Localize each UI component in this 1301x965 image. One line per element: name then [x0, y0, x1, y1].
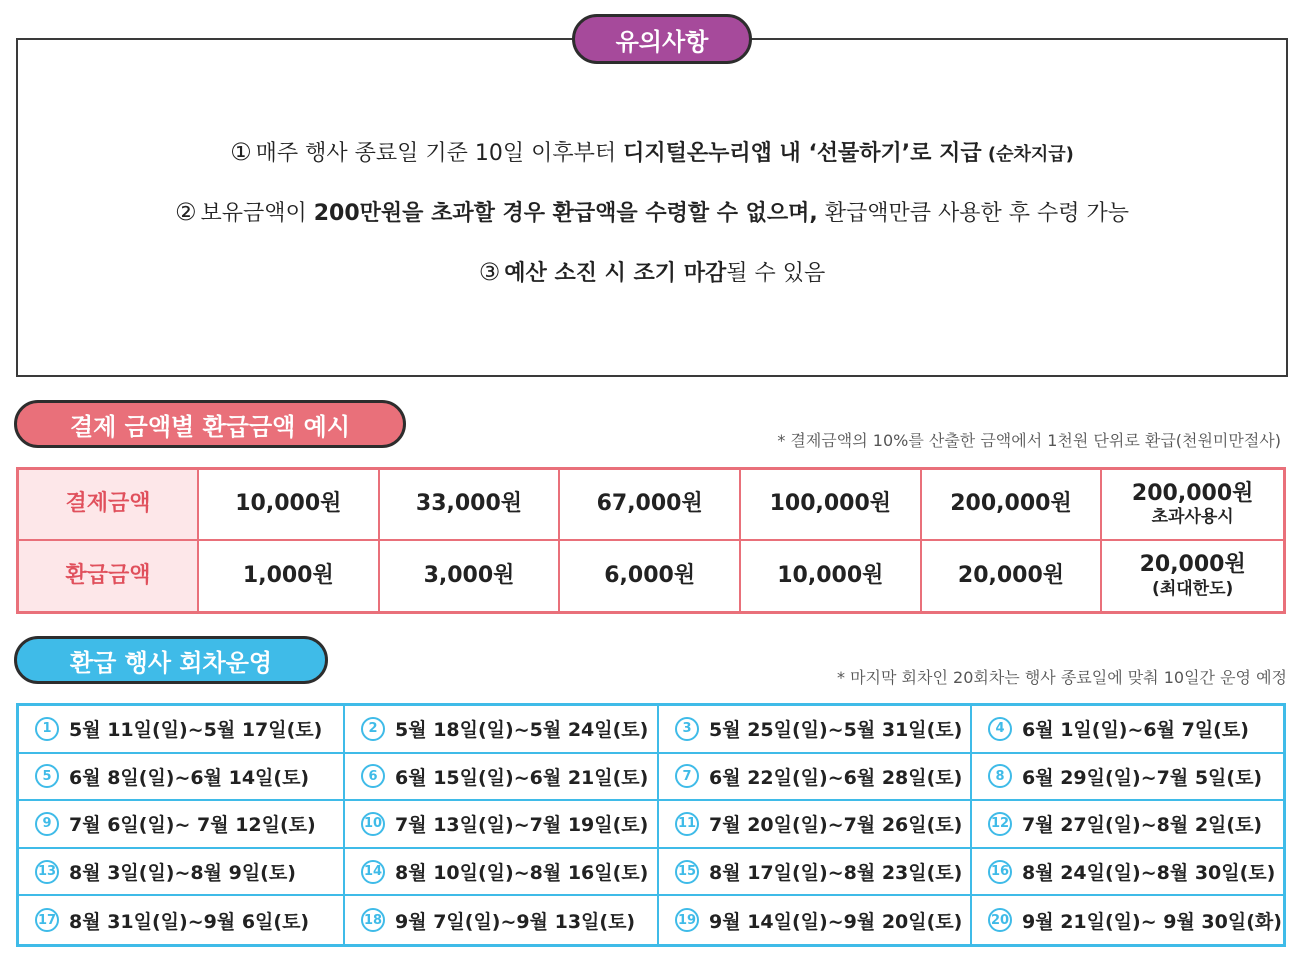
round-number-circle: 2: [361, 717, 385, 741]
round-item: [19, 801, 345, 849]
round-dates: 6월 15일(일)~6월 21일(토): [395, 766, 649, 789]
round-item: [19, 849, 345, 897]
round-number-circle: 3: [675, 717, 699, 741]
round-number-circle: 17: [35, 908, 59, 932]
refund-table-pay-label: 결제금액: [19, 470, 199, 541]
cell-subtext: 초과사용시: [1151, 507, 1234, 527]
round-number-circle: 20: [988, 908, 1012, 932]
notice-line-2-text-b: 200만원을 초과할 경우 환급액을 수령할 수 없으며,: [313, 201, 818, 226]
cell-subtext: (최대한도): [1152, 578, 1234, 599]
round-item: [972, 801, 1283, 849]
round-number-circle: 9: [35, 812, 59, 836]
round-item: [659, 706, 972, 754]
round-dates: 8월 3일(일)~8월 9일(토): [69, 862, 296, 885]
round-dates: 8월 17일(일)~8월 23일(토): [709, 862, 963, 885]
notice-line-1-text-b: 디지털온누리앱 내 ‘선물하기’로 지급: [623, 141, 982, 166]
refund-footnote: * 결제금액의 10%를 산출한 금액에서 1천원 단위로 환급(천원미만절사): [777, 431, 1281, 450]
notice-line-3-text-a: 예산 소진 시 조기 마감: [504, 261, 727, 286]
round-item: [972, 706, 1283, 754]
notice-line-3-text-b: 될 수 있음: [726, 261, 826, 286]
refund-table: [16, 467, 1286, 614]
round-item: [345, 896, 659, 944]
cell-value: 1,000원: [242, 562, 334, 588]
cell-value: 6,000원: [604, 562, 696, 588]
round-dates: 7월 13일(일)~7월 19일(토): [395, 814, 649, 837]
round-item: [659, 896, 972, 944]
round-item: [659, 801, 972, 849]
round-dates: 6월 1일(일)~6월 7일(토): [1022, 719, 1249, 742]
round-number-circle: 14: [361, 860, 385, 884]
round-item: [345, 754, 659, 802]
round-number-circle: 18: [361, 908, 385, 932]
cell-value: 33,000원: [415, 491, 523, 517]
round-number-circle: 13: [35, 860, 59, 884]
round-item: [345, 801, 659, 849]
round-section-title: 환급 행사 회차운영: [14, 636, 328, 684]
refund-table-refund-cell: [741, 541, 922, 612]
cell-value: 200,000원: [950, 491, 1072, 517]
round-number-circle: 11: [675, 812, 699, 836]
notice-title-badge: 유의사항: [572, 14, 752, 64]
cell-value: 200,000원: [1131, 480, 1254, 506]
round-number-circle: 12: [988, 812, 1012, 836]
notice-line-2: [18, 196, 1286, 227]
round-number-circle: 6: [361, 764, 385, 788]
round-dates: 9월 14일(일)~9월 20일(토): [709, 910, 963, 933]
refund-table-pay-cell: [922, 470, 1103, 541]
round-dates: 7월 27일(일)~8월 2일(토): [1022, 814, 1263, 837]
round-dates: 9월 21일(일)~ 9월 30일(화): [1022, 910, 1282, 933]
notice-line-2-text-c: 환급액만큼 사용한 후 수령 가능: [817, 201, 1130, 226]
round-item: [972, 754, 1283, 802]
refund-table-pay-cell: [560, 470, 741, 541]
cell-value: 20,000원: [957, 562, 1065, 588]
refund-table-refund-cell: [922, 541, 1103, 612]
cell-value: 67,000원: [596, 491, 703, 517]
refund-table-pay-cell: [1102, 470, 1283, 541]
notice-line-2-number: ②: [174, 198, 197, 226]
round-dates: 5월 11일(일)~5월 17일(토): [69, 719, 323, 742]
refund-table-pay-cell: [741, 470, 922, 541]
round-dates: 6월 22일(일)~6월 28일(토): [709, 766, 963, 789]
notice-line-1-text-c: (순차지급): [981, 144, 1074, 165]
refund-section-title: 결제 금액별 환급금액 예시: [14, 400, 406, 448]
round-dates: 8월 31일(일)~9월 6일(토): [69, 910, 310, 933]
round-dates: 9월 7일(일)~9월 13일(토): [395, 910, 636, 933]
refund-table-refund-label: 환급금액: [19, 541, 199, 612]
refund-table-refund-cell: [1102, 541, 1283, 612]
round-item: [19, 754, 345, 802]
round-dates: 7월 6일(일)~ 7월 12일(토): [69, 814, 316, 837]
notice-line-3-number: ③: [478, 258, 501, 286]
round-item: [972, 849, 1283, 897]
round-number-circle: 8: [988, 764, 1012, 788]
refund-table-refund-cell: [199, 541, 380, 612]
refund-table-refund-cell: [560, 541, 741, 612]
round-number-circle: 4: [988, 717, 1012, 741]
round-number-circle: 5: [35, 764, 59, 788]
round-dates: 8월 24일(일)~8월 30일(토): [1022, 862, 1276, 885]
notice-line-1-number: ①: [230, 138, 252, 166]
cell-value: 10,000원: [235, 491, 342, 517]
round-dates: 5월 25일(일)~5월 31일(토): [709, 719, 963, 742]
notice-line-1: [18, 136, 1286, 167]
round-number-circle: 1: [35, 717, 59, 741]
round-item: [19, 896, 345, 944]
refund-table-pay-cell: [199, 470, 380, 541]
cell-value: 3,000원: [423, 562, 515, 588]
round-item: [972, 896, 1283, 944]
cell-value: 20,000원: [1139, 552, 1246, 578]
round-item: [659, 849, 972, 897]
round-item: [345, 849, 659, 897]
round-table: [16, 703, 1286, 947]
round-dates: 6월 29일(일)~7월 5일(토): [1022, 766, 1263, 789]
round-number-circle: 19: [675, 908, 699, 932]
round-item: [659, 754, 972, 802]
round-item: [345, 706, 659, 754]
cell-value: 100,000원: [769, 491, 892, 517]
notice-line-3: [18, 256, 1286, 287]
round-number-circle: 10: [361, 812, 385, 836]
notice-box: [16, 38, 1288, 377]
round-number-circle: 15: [675, 860, 699, 884]
notice-line-2-text-a: 보유금액이: [200, 201, 314, 226]
round-dates: 8월 10일(일)~8월 16일(토): [395, 862, 649, 885]
round-dates: 6월 8일(일)~6월 14일(토): [69, 766, 310, 789]
round-number-circle: 16: [988, 860, 1012, 884]
round-dates: 7월 20일(일)~7월 26일(토): [709, 814, 963, 837]
refund-table-refund-cell: [380, 541, 561, 612]
refund-table-pay-cell: [380, 470, 561, 541]
notice-line-1-text-a: 매주 행사 종료일 기준 10일 이후부터: [255, 141, 624, 166]
cell-value: 10,000원: [777, 562, 884, 588]
round-number-circle: 7: [675, 764, 699, 788]
round-footnote: * 마지막 회차인 20회차는 행사 종료일에 맞춰 10일간 운영 예정: [837, 668, 1287, 687]
round-dates: 5월 18일(일)~5월 24일(토): [395, 719, 649, 742]
round-item: [19, 706, 345, 754]
